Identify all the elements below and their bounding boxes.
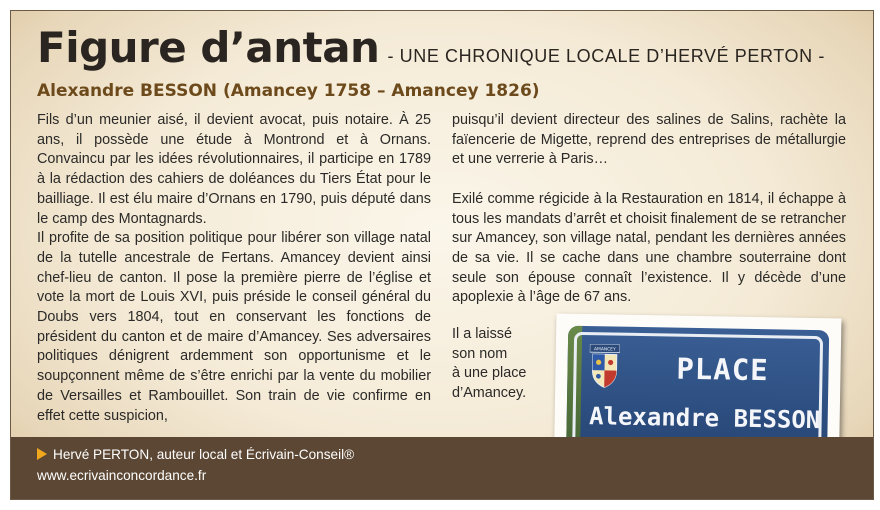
coat-of-arms-icon [589, 344, 620, 389]
caption-line: à une place [452, 365, 527, 382]
sign-text-line-2: Alexandre BESSON [588, 402, 821, 435]
person-heading: Alexandre BESSON (Amancey 1758 – Amancey 1826) [37, 81, 540, 101]
article-column-2 [452, 111, 846, 308]
header [37, 23, 825, 72]
crest-label: AMANCEY [594, 347, 616, 353]
chronicle-panel [10, 10, 874, 500]
paragraph: Fils d’un meunier aisé, il devient avocat, puis notaire. À 25 ans, il possède une étude à Montrond et à Ornans. Convaincu par les idées révolutionnaires, il participe en 1789 à la rédaction des cahiers de doléances du Tiers État pour le bailliage. Il est élu maire d’Ornans en 1790, puis député dans le camp des Montagnards. [37, 112, 431, 227]
author-line: Hervé PERTON, auteur local et Écrivain-Conseil® [53, 447, 355, 462]
footer-author [37, 447, 354, 462]
paragraph: puisqu’il devient directeur des salines de Salins, rachète la faïencerie de Migette, reprend des entreprises de métallurgie et une verrerie à Paris… [452, 112, 846, 168]
paragraph: Exilé comme régicide à la Restauration en 1814, il échappe à tous les mandats d’arrêt et choisit finalement de se retrancher sur Amancey, son village natal, pendant les dernières années de sa vie. Il se cache dans une chambre souterraine dont seule son épouse connaît l’existence. Il y décède d’une apoplexie à l’âge de 67 ans. [452, 190, 846, 306]
paragraph: Il profite de sa position politique pour libérer son village natal de la tutelle ancestrale de Fertans. Amancey devient ainsi chef-lieu de canton. Il pose la première pierre de l’église et vote la mort de Louis XVI, puis préside le conseil général du Doubs vers 1804, tout en conservant les fonctions de président du canton et de maire d’Amancey. Ses adversaires politiques dénigrent ardemment son opportunisme et le soupçonnent même de s’être enrichi par la vente du mobilier de Versailles et Rambouillet. Son train de vie confirme en effet cette suspicion, [37, 230, 431, 424]
sign-text-line-1: PLACE [676, 351, 769, 388]
footer [11, 437, 873, 499]
page-title: Figure d’antan [37, 23, 380, 72]
arrow-icon [37, 448, 47, 460]
photo-caption [452, 325, 552, 404]
page-subtitle: - UNE CHRONIQUE LOCALE D’HERVÉ PERTON - [387, 46, 825, 66]
article-column-1 [37, 111, 431, 426]
caption-line: son nom [452, 345, 508, 362]
website-link[interactable]: www.ecrivainconcordance.fr [37, 468, 207, 483]
caption-line: d’Amancey. [452, 385, 527, 402]
paragraph-gap [452, 170, 846, 190]
caption-line: Il a laissé [452, 326, 512, 342]
